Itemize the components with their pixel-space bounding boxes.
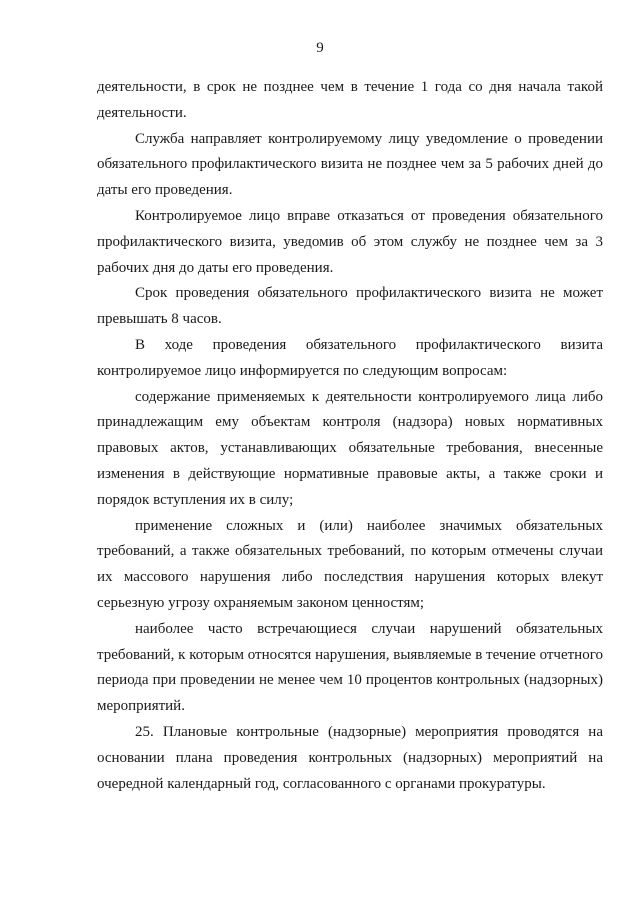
page-number: 9: [316, 40, 324, 56]
paragraph-continuation: деятельности, в срок не позднее чем в течение 1 года со дня начала такой деятельности.: [97, 79, 603, 121]
paragraph-refusal: Контролируемое лицо вправе отказаться от проведения обязательного профилактического визита, уведомив об этом службу не позднее чем за 3 рабочих дня до даты его проведения.: [97, 207, 603, 276]
paragraph-duration: Срок проведения обязательного профилактического визита не может превышать 8 часов.: [97, 285, 603, 328]
paragraph-notification: Служба направляет контролируемому лицу уведомление о проведении обязательного профилактического визита не позднее чем за 5 рабочих дней до даты его проведения.: [97, 130, 603, 199]
paragraph-section-25: 25. Плановые контрольные (надзорные) мероприятия проводятся на основании плана проведения контрольных (надзорных) мероприятий на очередной календарный год, согласованного с органами прокуратуры.: [97, 723, 603, 792]
paragraph-item-violations: наиболее часто встречающиеся случаи нарушений обязательных требований, к которым относятся нарушения, выявляемые в течение отчетного периода при проведении не менее чем 10 процентов контрольных (надзорных) мероприятий.: [97, 620, 603, 715]
document-body: [97, 75, 603, 797]
paragraph-informing: В ходе проведения обязательного профилактического визита контролируемое лицо информируется по следующим вопросам:: [97, 336, 603, 379]
paragraph-item-application: применение сложных и (или) наиболее значимых обязательных требований, а также обязательных требований, по которым отмечены случаи их массового нарушения либо последствия нарушения которых влекут серьезную угрозу охраняемым законом ценностям;: [97, 517, 603, 611]
paragraph-item-content: содержание применяемых к деятельности контролируемого лица либо принадлежащим ему объектам контроля (надзора) новых нормативных правовых актов, устанавливающих обязательные требования, внесенные изменения в действующие нормативные правовые акты, а также сроки и порядок вступления их в силу;: [97, 388, 603, 508]
